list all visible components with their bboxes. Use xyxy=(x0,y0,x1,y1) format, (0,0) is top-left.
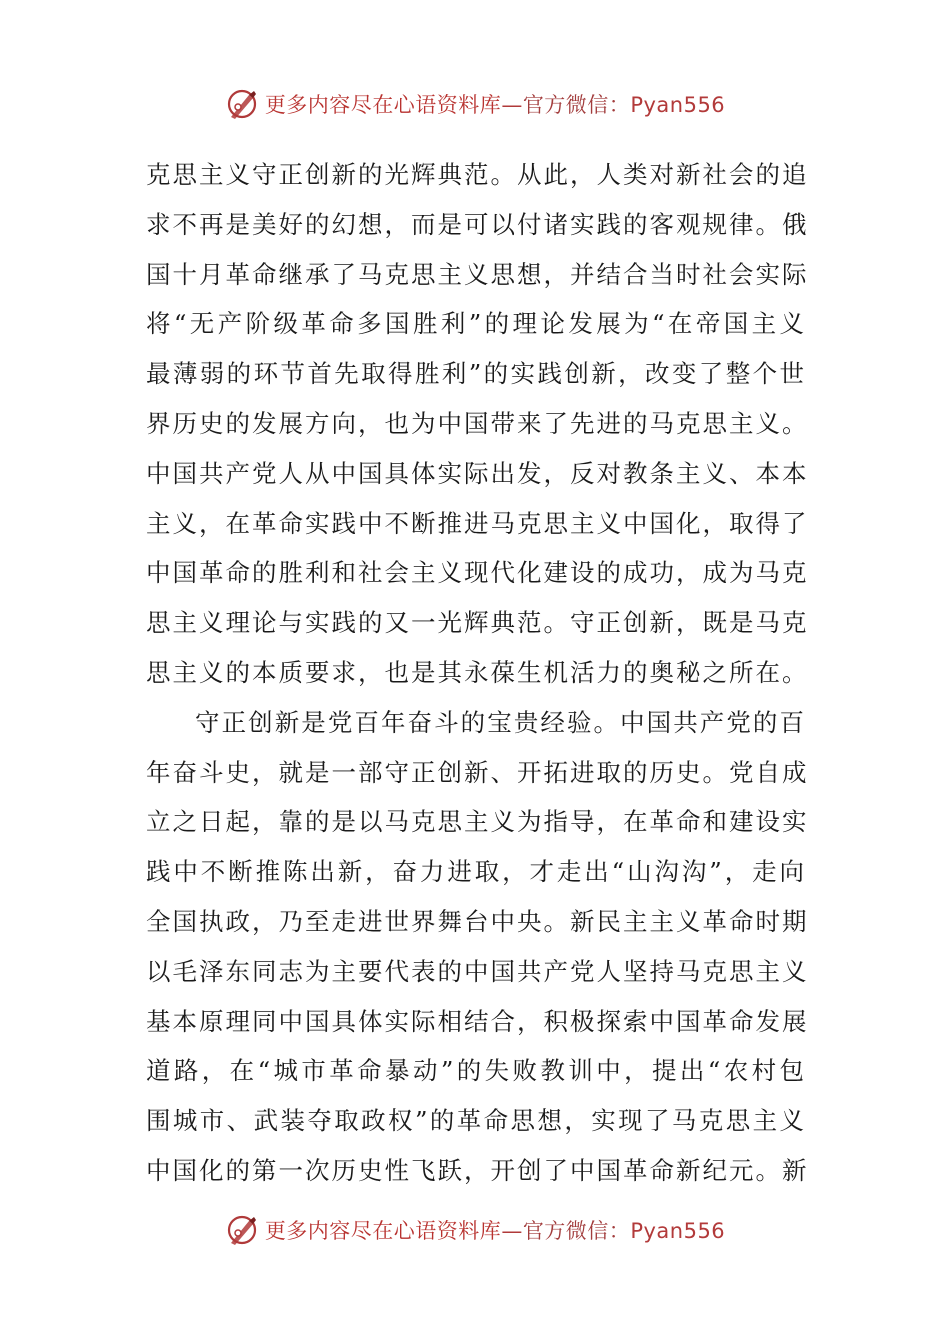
body-line: 基本原理同中国具体实际相结合，积极探索中国革命发展 xyxy=(146,1006,809,1036)
footer-banner-text xyxy=(265,1215,725,1245)
body-line: 主义，在革命实践中不断推进马克思主义中国化，取得了 xyxy=(146,508,809,538)
body-line: 立之日起，靠的是以马克思主义为指导，在革命和建设实 xyxy=(146,807,809,837)
body-line: 界历史的发展方向，也为中国带来了先进的马克思主义。 xyxy=(146,408,809,438)
body-line: 中国革命的胜利和社会主义现代化建设的成功，成为马克 xyxy=(146,558,809,588)
paragraph-first-line: 守正创新是党百年奋斗的宝贵经验。中国共产党的百 xyxy=(195,707,806,737)
banner-wechat-id: Pyan556 xyxy=(630,93,726,117)
banner-wechat-label: 官方微信： xyxy=(522,1219,631,1243)
banner-wechat-id: Pyan556 xyxy=(630,1219,726,1243)
body-line: 最薄弱的环节首先取得胜利”的实践创新，改变了整个世 xyxy=(146,359,806,389)
body-line: 克思主义守正创新的光辉典范。从此，人类对新社会的追 xyxy=(146,160,809,189)
banner-separator: — xyxy=(501,93,523,117)
body-line: 将“无产阶级革命多国胜利”的理论发展为“在帝国主义 xyxy=(146,309,806,339)
body-line: 年奋斗史，就是一部守正创新、开拓进取的历史。党自成 xyxy=(146,757,809,787)
body-line: 思主义的本质要求，也是其永葆生机活力的奥秘之所在。 xyxy=(146,657,809,687)
banner-brand-text: 更多内容尽在心语资料库 xyxy=(264,1219,502,1243)
document-body xyxy=(146,150,809,1196)
header-banner-text xyxy=(265,89,725,119)
header-banner xyxy=(0,84,950,124)
body-line: 以毛泽东同志为主要代表的中国共产党人坚持马克思主义 xyxy=(146,956,809,986)
body-line: 践中不断推陈出新，奋力进取，才走出“山沟沟”，走向 xyxy=(146,857,806,887)
body-line: 围城市、武装夺取政权”的革命思想，实现了马克思主义 xyxy=(146,1106,806,1136)
body-line: 中国共产党人从中国具体实际出发，反对教条主义、本本 xyxy=(146,458,809,488)
pen-logo-icon xyxy=(225,1213,259,1247)
body-line: 求不再是美好的幻想，而是可以付诸实践的客观规律。俄 xyxy=(146,209,809,239)
footer-banner xyxy=(0,1210,950,1250)
body-line: 全国执政，乃至走进世界舞台中央。新民主主义革命时期 xyxy=(146,906,809,936)
body-line: 中国化的第一次历史性飞跃，开创了中国革命新纪元。新 xyxy=(146,1155,809,1185)
pen-logo-icon xyxy=(225,87,259,121)
body-line: 道路，在“城市革命暴动”的失败教训中，提出“农村包 xyxy=(146,1056,806,1086)
banner-wechat-label: 官方微信： xyxy=(522,93,631,117)
banner-brand-text: 更多内容尽在心语资料库 xyxy=(264,93,502,117)
body-line: 国十月革命继承了马克思主义思想，并结合当时社会实际 xyxy=(146,259,809,289)
banner-separator: — xyxy=(501,1219,523,1243)
body-line: 思主义理论与实践的又一光辉典范。守正创新，既是马克 xyxy=(146,608,809,638)
